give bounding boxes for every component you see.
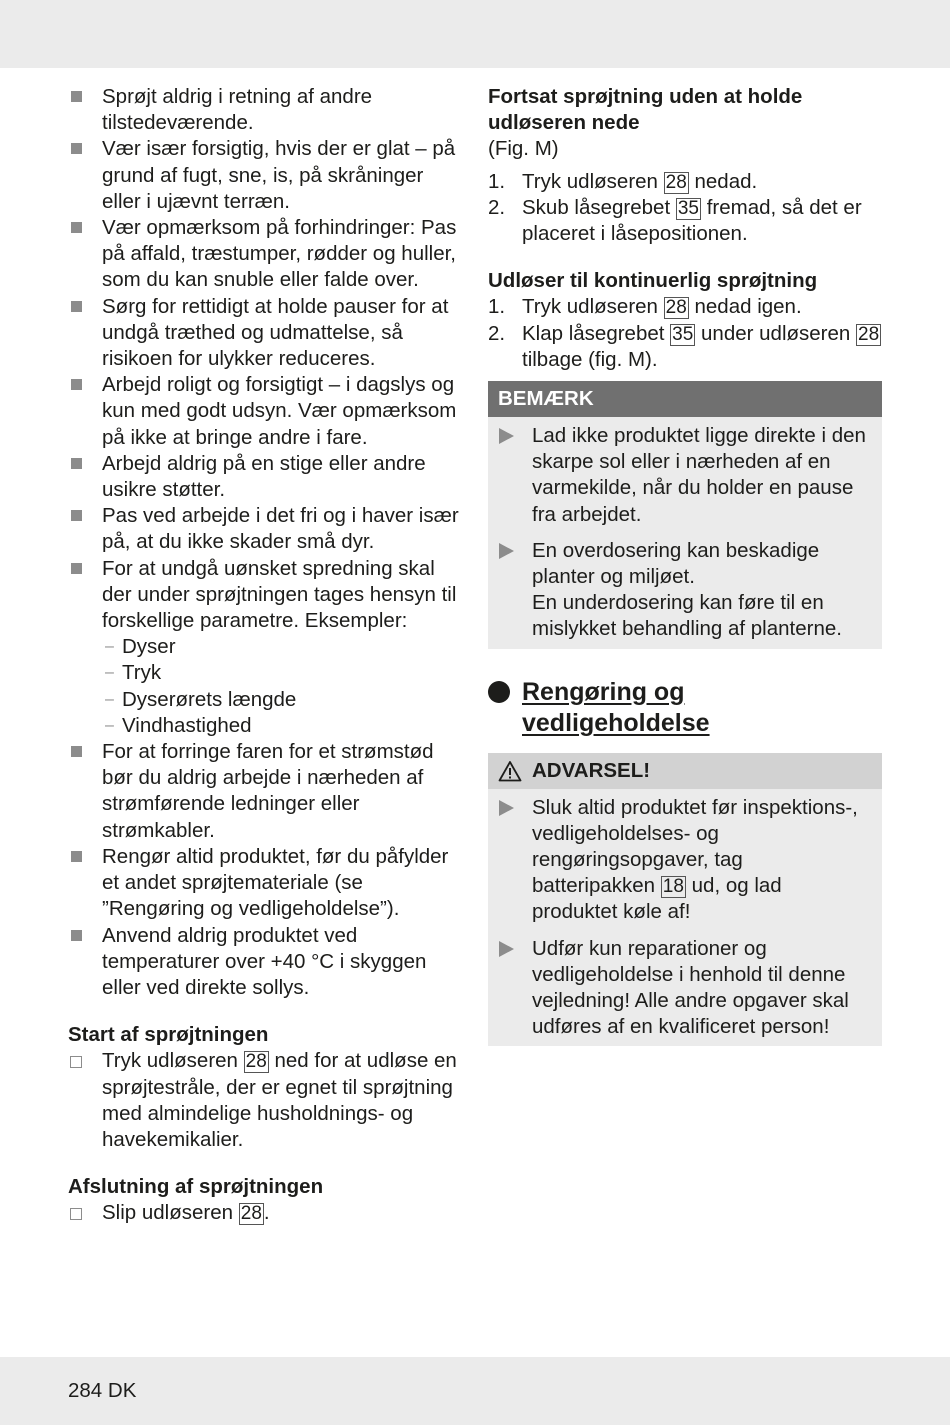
dash-bullet-icon: – — [105, 638, 114, 656]
list-item: For at forringe faren for et strømstød bør du aldrig arbejde i nærheden af strømførende ledninger eller strømkabler. — [68, 739, 460, 844]
footer-band — [0, 1357, 950, 1425]
note-list — [498, 423, 868, 643]
release-steps — [488, 294, 882, 373]
part-number-badge: 28 — [858, 323, 880, 345]
list-item: Vær især forsigtig, hvis der er glat – på grund af fugt, sne, is, på skråninger eller i ujævnt terræn. — [68, 136, 460, 215]
list-item: 1. Tryk udløseren 28 nedad. — [488, 169, 758, 193]
list-item: Lad ikke produktet ligge direkte i den skarpe sol eller i nærheden af en varmekilde, når du holder en pause fra arbejdet. — [498, 423, 868, 528]
list-item: For at undgå uønsket spredning skal der under sprøjtningen tages hensyn til forskellige parametre. Eksempler: – Dyser – Tryk – Dyserørets længde – Vindhastighed — [68, 556, 460, 739]
square-bullet-icon — [71, 563, 82, 574]
left-column — [68, 84, 460, 1227]
dash-bullet-icon: – — [105, 664, 114, 682]
part-number-badge: 28 — [665, 171, 687, 193]
checkbox-square-icon — [70, 1208, 82, 1220]
start-heading: Start af sprøjtningen — [68, 1023, 269, 1047]
triangle-arrow-icon — [499, 800, 514, 816]
part-number-badge: 28 — [240, 1203, 262, 1225]
warning-box — [488, 753, 882, 1047]
filled-circle-icon — [488, 681, 510, 703]
stop-steps — [68, 1200, 460, 1226]
list-item: Sørg for rettidigt at holde pauser for at undgå træthed og udmattelse, så risikoen for ulykker reduceres. — [68, 294, 460, 373]
square-bullet-icon — [71, 851, 82, 862]
continuous-heading: Fortsat sprøjtning uden at holde udløseren nede — [488, 85, 803, 135]
warning-list — [498, 795, 868, 1041]
list-item: Arbejd roligt og forsigtigt – i dagslys og kun med godt udsyn. Vær opmærksom på ikke at bringe andre i fare. — [68, 372, 460, 451]
list-item: Sluk altid produktet før inspektions-, vedligeholdelses- og rengøringsopgaver, tag batteripakken 18 ud, og lad produktet køle af! — [498, 795, 868, 926]
square-bullet-icon — [71, 930, 82, 941]
figure-reference: (Fig. M) — [488, 137, 559, 161]
triangle-arrow-icon — [499, 941, 514, 957]
list-item: Slip udløseren 28. — [68, 1200, 460, 1226]
part-number-badge: 35 — [677, 197, 699, 219]
square-bullet-icon — [71, 458, 82, 469]
header-band — [0, 0, 950, 68]
square-bullet-icon — [71, 379, 82, 390]
list-item: Sprøjt aldrig i retning af andre tilstedeværende. — [68, 84, 460, 136]
sub-list-item: – Vindhastighed — [102, 713, 460, 739]
start-section — [68, 1022, 460, 1153]
square-bullet-icon — [71, 143, 82, 154]
list-item: Anvend aldrig produktet ved temperaturer over +40 °C i skyggen eller ved direkte sollys. — [68, 923, 460, 1002]
list-item: Udfør kun reparationer og vedligeholdelse i henhold til denne vejledning! Alle andre opgaver skal udføres af en kvalificeret person! — [498, 936, 868, 1041]
sub-list-item: – Dyserørets længde — [102, 687, 460, 713]
release-heading: Udløser til kontinuerlig sprøjtning — [488, 269, 818, 293]
warning-title: ADVARSEL! — [532, 758, 651, 782]
square-bullet-icon — [71, 91, 82, 102]
dash-bullet-icon: – — [105, 716, 114, 734]
list-item: Pas ved arbejde i det fri og i haver især på, at du ikke skader små dyr. — [68, 503, 460, 555]
triangle-arrow-icon — [499, 543, 514, 559]
list-item: 2. Klap låsegrebet 35 under udløseren 28 tilbage (fig. M). — [488, 321, 880, 371]
list-item: Tryk udløseren 28 ned for at udløse en sprøjtestråle, der er egnet til sprøjtning med almindelige husholdnings- og havekemikalier. — [68, 1048, 460, 1153]
warning-triangle-icon — [498, 760, 522, 782]
safety-bullet-list — [68, 84, 460, 1001]
list-item: En overdosering kan beskadige planter og miljøet. En underdosering kan føre til en mislykket behandling af planterne. — [498, 538, 868, 643]
parameter-sublist — [102, 634, 460, 739]
part-number-badge: 28 — [245, 1051, 267, 1073]
continuous-steps — [488, 169, 882, 248]
sub-list-item: – Tryk — [102, 660, 460, 686]
release-section — [488, 268, 882, 373]
square-bullet-icon — [71, 301, 82, 312]
warning-header — [488, 753, 882, 789]
triangle-arrow-icon — [499, 428, 514, 444]
dash-bullet-icon: – — [105, 690, 114, 708]
page-number: 284 DK — [68, 1379, 137, 1402]
note-box — [488, 381, 882, 649]
list-item: Rengør altid produktet, før du påfylder et andet sprøjtemateriale (se ”Rengøring og vedligeholdelse”). — [68, 844, 460, 923]
list-item: 2. Skub låsegrebet 35 fremad, så det er placeret i låsepositionen. — [488, 195, 862, 246]
continuous-section — [488, 84, 882, 247]
checkbox-square-icon — [70, 1056, 82, 1068]
note-body — [488, 417, 882, 649]
part-number-badge: 28 — [665, 297, 687, 319]
square-bullet-icon — [71, 222, 82, 233]
list-item: 1. Tryk udløseren 28 nedad igen. — [488, 295, 802, 319]
right-column — [488, 84, 882, 1046]
list-item: Vær opmærksom på forhindringer: Pas på affald, træstumper, rødder og huller, som du kan snuble eller falde over. — [68, 215, 460, 294]
start-steps — [68, 1048, 460, 1153]
square-bullet-icon — [71, 510, 82, 521]
warning-body — [488, 789, 882, 1047]
sub-list-item: – Dyser — [102, 634, 460, 660]
list-item: Arbejd aldrig på en stige eller andre usikre støtter. — [68, 451, 460, 503]
stop-heading: Afslutning af sprøjtningen — [68, 1175, 324, 1199]
stop-section — [68, 1174, 460, 1226]
part-number-badge: 18 — [662, 876, 684, 898]
note-title: BEMÆRK — [488, 381, 882, 417]
square-bullet-icon — [71, 746, 82, 757]
part-number-badge: 35 — [672, 323, 694, 345]
chapter-heading: Rengøring og vedligeholdelse — [488, 677, 882, 739]
